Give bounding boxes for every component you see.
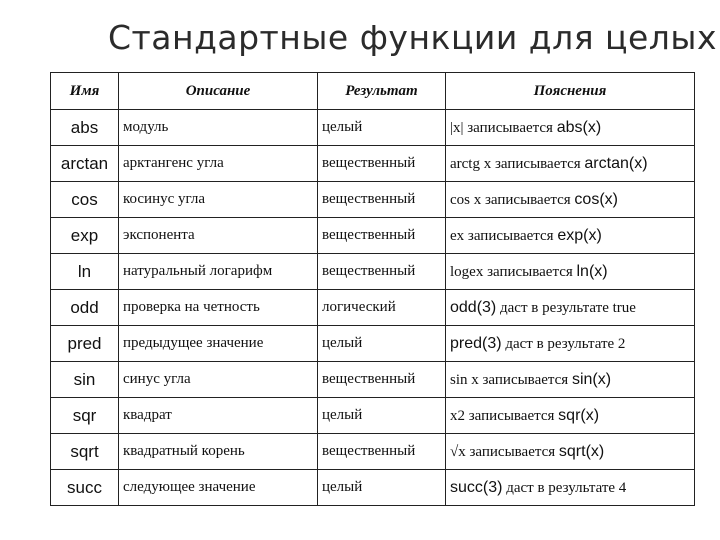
note-code: sqrt(x) bbox=[558, 442, 605, 460]
function-description: модуль bbox=[119, 110, 318, 146]
function-result-type: целый bbox=[318, 110, 446, 146]
function-name: abs bbox=[51, 110, 119, 146]
note-code: arctan(x) bbox=[584, 154, 648, 172]
note-text-after: даст в результате 2 bbox=[501, 335, 626, 352]
function-name: exp bbox=[51, 218, 119, 254]
header-name: Имя bbox=[51, 73, 119, 110]
function-description: косинус угла bbox=[119, 182, 318, 218]
function-note bbox=[446, 110, 695, 146]
function-description: арктангенс угла bbox=[119, 146, 318, 182]
function-result-type: вещественный bbox=[318, 434, 446, 470]
note-code: cos(x) bbox=[574, 190, 618, 208]
function-note bbox=[446, 182, 695, 218]
table-row bbox=[51, 362, 695, 398]
table-row bbox=[51, 182, 695, 218]
note-text-after: даст в результате true bbox=[496, 299, 636, 316]
header-notes: Пояснения bbox=[446, 73, 695, 110]
note-text: x2 записывается bbox=[450, 407, 559, 424]
function-note bbox=[446, 434, 695, 470]
function-note bbox=[446, 470, 695, 506]
function-name: succ bbox=[51, 470, 119, 506]
function-result-type: вещественный bbox=[318, 182, 446, 218]
header-description: Описание bbox=[119, 73, 318, 110]
note-text: logex записывается bbox=[450, 263, 577, 280]
note-code: odd(3) bbox=[450, 298, 497, 316]
function-note bbox=[446, 146, 695, 182]
table-row bbox=[51, 398, 695, 434]
function-result-type: целый bbox=[318, 326, 446, 362]
function-note bbox=[446, 254, 695, 290]
function-name: pred bbox=[51, 326, 119, 362]
function-name: cos bbox=[51, 182, 119, 218]
note-code: exp(x) bbox=[557, 226, 602, 244]
function-note bbox=[446, 218, 695, 254]
note-code: abs(x) bbox=[556, 118, 602, 136]
table-row bbox=[51, 290, 695, 326]
function-name: odd bbox=[51, 290, 119, 326]
function-name: arctan bbox=[51, 146, 119, 182]
function-result-type: вещественный bbox=[318, 362, 446, 398]
function-note bbox=[446, 290, 695, 326]
function-result-type: целый bbox=[318, 398, 446, 434]
note-code: succ(3) bbox=[450, 478, 503, 496]
note-code: pred(3) bbox=[450, 334, 502, 352]
note-text: √x записывается bbox=[450, 443, 559, 460]
function-description: натуральный логарифм bbox=[119, 254, 318, 290]
note-text: sin x записывается bbox=[450, 371, 572, 388]
function-description: следующее значение bbox=[119, 470, 318, 506]
function-note bbox=[446, 398, 695, 434]
table-row bbox=[51, 110, 695, 146]
function-name: sin bbox=[51, 362, 119, 398]
table-row bbox=[51, 146, 695, 182]
note-text: arctg x записывается bbox=[450, 155, 585, 172]
table-header-row bbox=[51, 73, 695, 110]
table-row bbox=[51, 434, 695, 470]
note-text-after: даст в результате 4 bbox=[502, 479, 627, 496]
functions-table bbox=[50, 72, 695, 506]
function-description: квадратный корень bbox=[119, 434, 318, 470]
function-note bbox=[446, 326, 695, 362]
function-description: экспонента bbox=[119, 218, 318, 254]
note-code: sin(x) bbox=[571, 370, 612, 388]
function-description: квадрат bbox=[119, 398, 318, 434]
header-result: Результат bbox=[318, 73, 446, 110]
function-result-type: вещественный bbox=[318, 146, 446, 182]
function-description: предыдущее значение bbox=[119, 326, 318, 362]
function-name: ln bbox=[51, 254, 119, 290]
function-description: проверка на четность bbox=[119, 290, 318, 326]
function-description: синус угла bbox=[119, 362, 318, 398]
table-row bbox=[51, 470, 695, 506]
function-result-type: вещественный bbox=[318, 254, 446, 290]
function-note bbox=[446, 362, 695, 398]
table-row bbox=[51, 326, 695, 362]
function-result-type: вещественный bbox=[318, 218, 446, 254]
slide-title: Стандартные функции для целых bbox=[108, 18, 717, 57]
note-text: cos x записывается bbox=[450, 191, 575, 208]
function-name: sqr bbox=[51, 398, 119, 434]
note-code: ln(x) bbox=[576, 262, 608, 280]
note-text: |x| записывается bbox=[450, 119, 557, 136]
function-name: sqrt bbox=[51, 434, 119, 470]
function-result-type: логический bbox=[318, 290, 446, 326]
note-code: sqr(x) bbox=[558, 406, 600, 424]
table-row bbox=[51, 254, 695, 290]
note-text: ex записывается bbox=[450, 227, 558, 244]
table-row bbox=[51, 218, 695, 254]
function-result-type: целый bbox=[318, 470, 446, 506]
